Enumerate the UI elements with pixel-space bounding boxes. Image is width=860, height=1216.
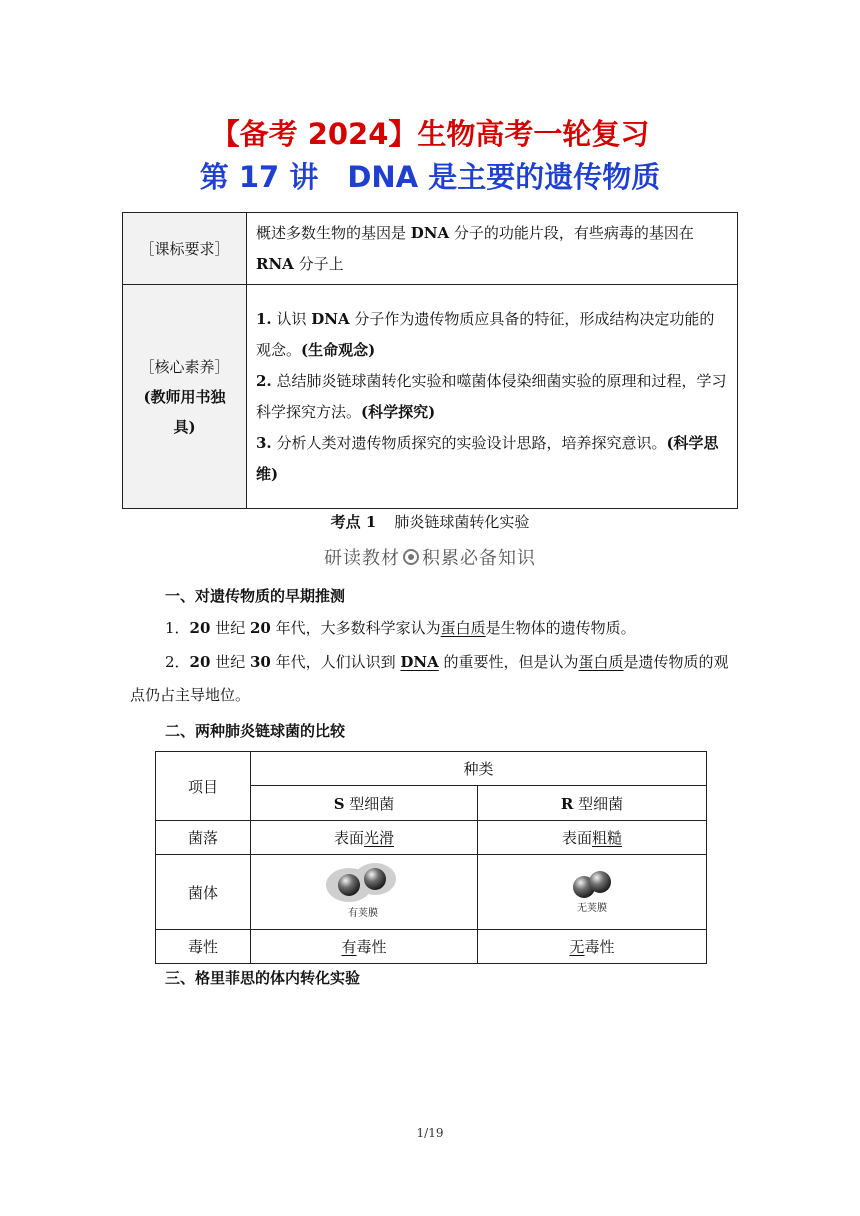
section-banner: 研读教材 积累必备知识 <box>324 548 536 569</box>
banner-divider-icon <box>403 549 419 565</box>
r-cell-body-cell <box>478 855 707 930</box>
table-row <box>156 821 707 855</box>
curriculum-requirement-heading: ［课标要求］ <box>123 213 247 285</box>
lecture-title: 第 17 讲 DNA 是主要的遗传物质 <box>199 160 661 194</box>
r-colony-cell: 表面粗糙 <box>478 821 707 855</box>
section-heading-1: 一、对遗传物质的早期推测 <box>165 587 346 605</box>
section-heading-3: 三、格里菲思的体内转化实验 <box>165 969 361 987</box>
table-row <box>123 285 738 509</box>
s-type-header: S 型细菌 <box>251 786 478 821</box>
table-row <box>123 213 738 285</box>
s-bacteria-image <box>319 863 409 921</box>
document-title: 【备考 2024】生物高考一轮复习 <box>210 117 650 151</box>
paragraph-1: 1．20 世纪 20 年代，大多数科学家认为蛋白质是生物体的遗传物质。 <box>165 619 636 637</box>
r-bacteria-image <box>547 867 637 917</box>
s-virulence-cell: 有毒性 <box>251 930 478 964</box>
list-item: 1. 认识 DNA 分子作为遗传物质应具备的特征，形成结构决定功能的观念。(生命观念) <box>256 309 715 359</box>
virulence-label: 毒性 <box>156 930 251 964</box>
s-capsule-caption: 有荚膜 <box>348 908 378 919</box>
core-literacy-content <box>247 285 738 509</box>
table-row <box>156 930 707 964</box>
paragraph-2: 2．20 世纪 30 年代，人们认识到 DNA 的重要性，但是认为蛋白质是遗传物质的观点仍占主导地位。 <box>130 653 729 704</box>
table-row <box>156 752 707 786</box>
colony-label: 菌落 <box>156 821 251 855</box>
requirements-table <box>122 212 738 509</box>
curriculum-requirement-content: 概述多数生物的基因是 DNA 分子的功能片段，有些病毒的基因在 RNA 分子上 <box>247 213 738 285</box>
core-literacy-heading: ［核心素养］ (教师用书独具) <box>123 285 247 509</box>
s-cell-body-cell <box>251 855 478 930</box>
keypoint-heading: 考点 1 肺炎链球菌转化实验 <box>330 513 530 531</box>
list-item: 2. 总结肺炎链球菌转化实验和噬菌体侵染细菌实验的原理和过程，学习科学探究方法。(科学探究) <box>256 371 727 421</box>
r-capsule-caption: 无荚膜 <box>577 903 607 914</box>
r-type-header: R 型细菌 <box>478 786 707 821</box>
r-virulence-cell: 无毒性 <box>478 930 707 964</box>
section-heading-2: 二、两种肺炎链球菌的比较 <box>165 722 346 740</box>
bacteria-comparison-table <box>155 751 707 964</box>
list-item: 3. 分析人类对遗传物质探究的实验设计思路，培养探究意识。(科学思维) <box>256 433 719 483</box>
s-colony-cell: 表面光滑 <box>251 821 478 855</box>
item-header: 项目 <box>156 752 251 821</box>
type-header: 种类 <box>251 752 707 786</box>
cell-body-label: 菌体 <box>156 855 251 930</box>
page-number: 1/19 <box>416 1126 444 1140</box>
table-row <box>156 855 707 930</box>
